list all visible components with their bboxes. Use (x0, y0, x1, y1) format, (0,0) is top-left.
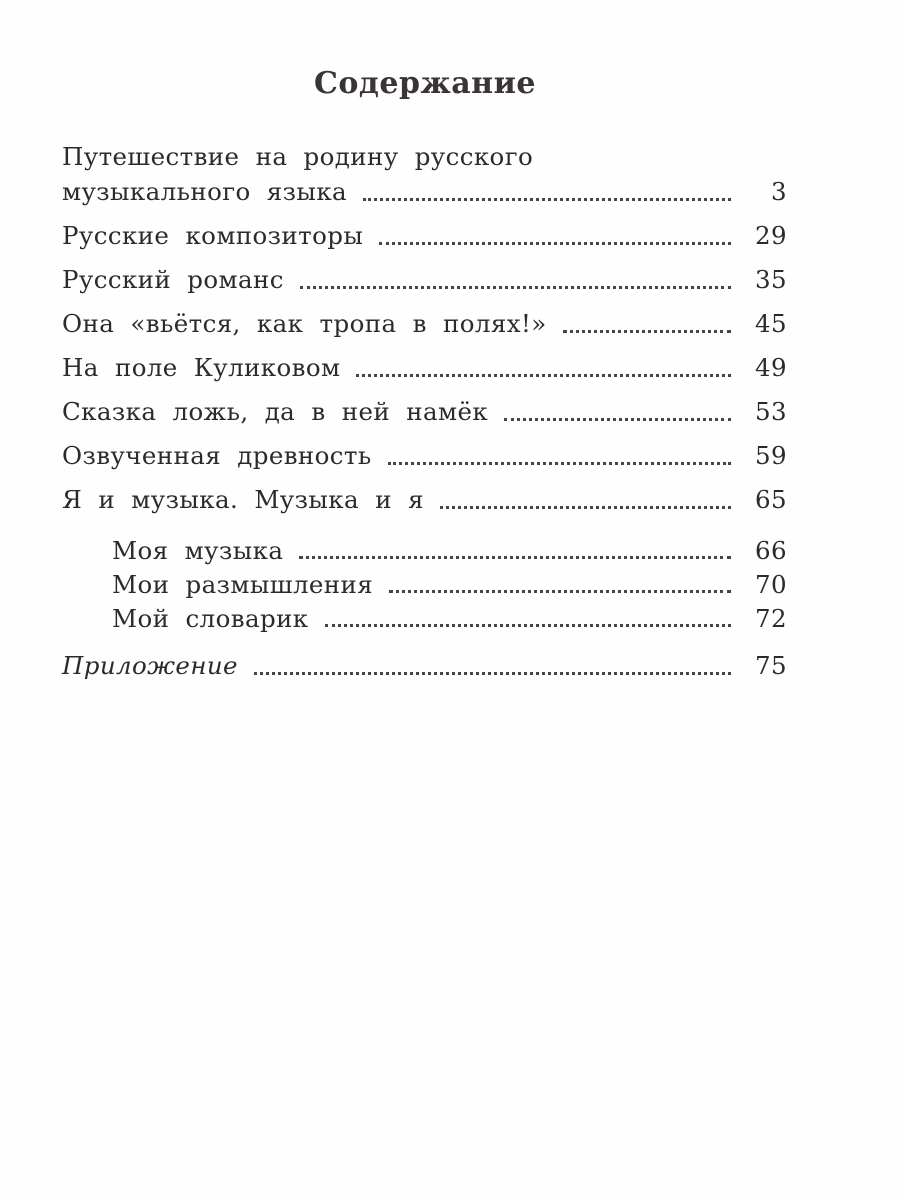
toc-entry-6[interactable] (62, 394, 787, 430)
toc-page-number: 35 (755, 265, 787, 294)
dot-leader (388, 462, 731, 465)
toc-entry-label: музыкального языка (62, 177, 348, 206)
toc-entry-label: Сказка ложь, да в ней намёк (62, 397, 489, 426)
toc-entry-label: Мой словарик (112, 604, 309, 633)
toc-entry-label: Русские композиторы (62, 221, 364, 250)
toc-entry-appendix[interactable] (62, 648, 787, 684)
dot-leader (563, 330, 731, 333)
toc-entry-label: Я и музыка. Музыка и я (62, 485, 424, 514)
dot-leader (300, 286, 731, 289)
toc-entry-label: Русский романс (62, 265, 284, 294)
toc-entry-label: Мои размышления (112, 570, 374, 599)
table-of-contents (62, 140, 787, 684)
toc-entry-3[interactable] (62, 262, 787, 298)
dot-leader (299, 556, 731, 559)
toc-entry-2[interactable] (62, 218, 787, 254)
toc-page-number: 49 (755, 353, 787, 382)
toc-page-number: 72 (755, 604, 787, 633)
toc-page-number: 66 (755, 536, 787, 565)
toc-page-number: 29 (755, 221, 787, 250)
toc-entry-1-line-1: Путешествие на родину русского (62, 142, 534, 171)
toc-entry-label: Озвученная древность (62, 441, 372, 470)
toc-entry-5[interactable] (62, 350, 787, 386)
dot-leader (325, 624, 731, 627)
toc-entry-label: Приложение (62, 651, 238, 680)
toc-page-number: 59 (755, 441, 787, 470)
dot-leader (389, 590, 731, 593)
dot-leader (356, 374, 731, 377)
toc-entry-label: Она «вьётся, как тропа в полях!» (62, 309, 547, 338)
toc-subentry-3[interactable] (62, 602, 787, 636)
toc-subentry-2[interactable] (62, 568, 787, 602)
toc-entry-1[interactable] (62, 174, 787, 210)
dot-leader (440, 506, 731, 509)
toc-page-number: 65 (755, 485, 787, 514)
toc-subentry-1[interactable] (62, 534, 787, 568)
toc-page-number: 53 (755, 397, 787, 426)
dot-leader (254, 672, 731, 675)
toc-page-number: 70 (755, 570, 787, 599)
toc-page-number: 45 (755, 309, 787, 338)
dot-leader (504, 418, 731, 421)
dot-leader (363, 198, 731, 201)
toc-entry-label: Моя музыка (112, 536, 284, 565)
toc-page-number: 3 (771, 177, 787, 206)
page-title: Содержание (314, 66, 536, 101)
toc-entry-label: На поле Куликовом (62, 353, 341, 382)
toc-entry-8[interactable] (62, 482, 787, 518)
dot-leader (379, 242, 731, 245)
toc-entry-4[interactable] (62, 306, 787, 342)
toc-entry-7[interactable] (62, 438, 787, 474)
toc-page-number: 75 (755, 651, 787, 680)
